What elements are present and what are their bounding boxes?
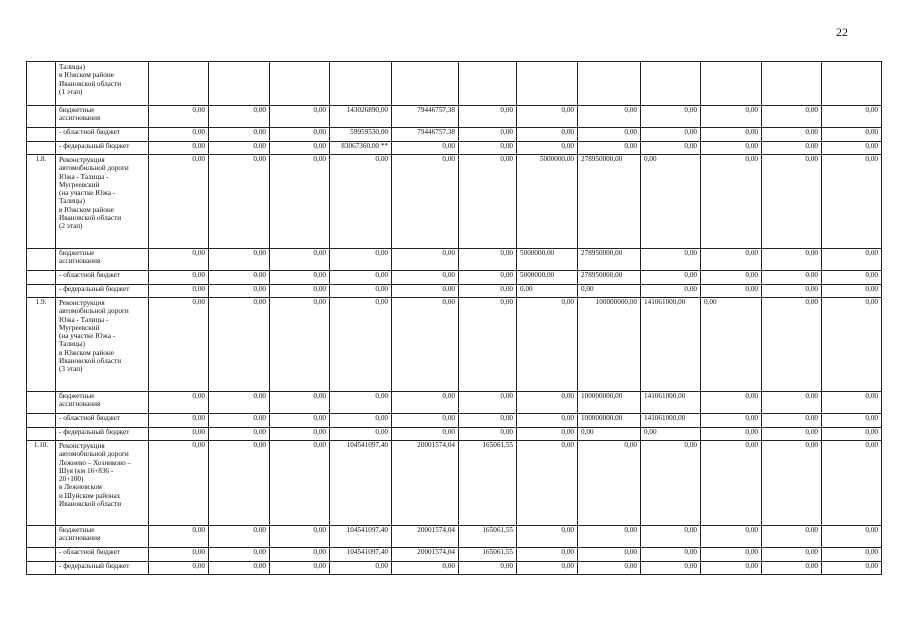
item-name-line: в Южском районе (59, 348, 114, 357)
value-cell: 104541097,40 (330, 526, 392, 548)
item-name-line: (3 этап) (59, 365, 83, 374)
value-cell: 0,00 (701, 142, 762, 155)
value-cell: 0,00 (822, 142, 882, 155)
value-cell: 0,00 (578, 285, 641, 298)
funding-source-label: - федеральный бюджет (56, 285, 149, 298)
value-cell: 0,00 (641, 155, 701, 249)
value-cell: 0,00 (149, 392, 209, 414)
value-cell: 0,00 (459, 142, 517, 155)
value-cell: 0,00 (330, 285, 392, 298)
item-number-empty (27, 106, 56, 128)
value-cell: 0,00 (517, 392, 578, 414)
value-cell: 0,00 (762, 392, 822, 414)
value-cell: 0,00 (209, 298, 270, 392)
item-number-empty (27, 128, 56, 142)
value-cell: 0,00 (701, 128, 762, 142)
funding-row (27, 249, 882, 271)
value-cell: 0,00 (270, 155, 330, 249)
value-cell: 0,00 (641, 562, 701, 575)
value-cell: 0,00 (149, 271, 209, 285)
value-cell: 0,00 (149, 128, 209, 142)
funding-source-label (56, 526, 149, 548)
value-cell: 0,00 (701, 106, 762, 128)
value-cell: 0,00 (459, 428, 517, 441)
value-cell: 0,00 (330, 562, 392, 575)
value-cell: 0,00 (517, 428, 578, 441)
value-cell: 0,00 (578, 128, 641, 142)
value-cell: 0,00 (459, 106, 517, 128)
value-cell: 83067360,00 ** (330, 142, 392, 155)
funding-source-label: - федеральный бюджет (56, 142, 149, 155)
value-cell: 0,00 (330, 298, 392, 392)
value-cell: 0,00 (149, 526, 209, 548)
value-cell: 0,00 (392, 271, 459, 285)
value-cell: 0,00 (270, 526, 330, 548)
item-name-line: Ивановской области (59, 214, 122, 223)
value-cell: 0,00 (209, 285, 270, 298)
value-cell: 0,00 (762, 526, 822, 548)
value-cell: 143026890,00 (330, 106, 392, 128)
value-cell: 0,00 (762, 106, 822, 128)
value-cell: 0,00 (762, 428, 822, 441)
value-cell: 79446757,38 (392, 106, 459, 128)
value-cell (822, 62, 882, 106)
value-cell: 0,00 (270, 271, 330, 285)
value-cell: 165061,55 (459, 441, 517, 526)
item-number-empty (27, 392, 56, 414)
value-cell: 0,00 (270, 548, 330, 562)
value-cell: 0,00 (330, 249, 392, 271)
value-cell (762, 62, 822, 106)
value-cell: 104541097,40 (330, 441, 392, 526)
value-cell: 0,00 (701, 392, 762, 414)
value-cell: 0,00 (209, 271, 270, 285)
value-cell: 0,00 (209, 441, 270, 526)
value-cell: 0,00 (392, 155, 459, 249)
value-cell: 0,00 (330, 271, 392, 285)
value-cell: 0,00 (762, 441, 822, 526)
item-number (27, 62, 56, 106)
value-cell: 0,00 (149, 285, 209, 298)
section-row (27, 62, 882, 106)
section-row (27, 155, 882, 249)
value-cell: 0,00 (459, 249, 517, 271)
value-cell: 0,00 (209, 106, 270, 128)
value-cell: 0,00 (822, 441, 882, 526)
item-name-line: Ивановской области (59, 357, 122, 366)
value-cell: 0,00 (641, 142, 701, 155)
value-cell: 0,00 (270, 562, 330, 575)
value-cell: 0,00 (330, 428, 392, 441)
value-cell: 0,00 (270, 142, 330, 155)
item-name-line: Лежнево – Хозниково – (59, 458, 132, 467)
value-cell: 0,00 (517, 142, 578, 155)
value-cell: 0,00 (762, 298, 822, 392)
funding-source-label (56, 392, 149, 414)
funding-source-label-line: ассигнования (59, 114, 101, 123)
item-number-empty (27, 271, 56, 285)
value-cell: 20001574,04 (392, 548, 459, 562)
value-cell: 0,00 (330, 392, 392, 414)
funding-source-label: - федеральный бюджет (56, 428, 149, 441)
item-name (56, 155, 149, 249)
item-name (56, 62, 149, 106)
value-cell: 0,00 (701, 155, 762, 249)
value-cell: 0,00 (822, 548, 882, 562)
value-cell: 104541097,40 (330, 548, 392, 562)
value-cell: 0,00 (641, 428, 701, 441)
item-name-line: (2 этап) (59, 222, 83, 231)
value-cell: 0,00 (762, 271, 822, 285)
item-number: 1.10. (27, 441, 56, 526)
value-cell: 165061,55 (459, 548, 517, 562)
funding-source-label: - областной бюджет (56, 548, 149, 562)
value-cell: 5000000,00 (517, 155, 578, 249)
value-cell: 100000000,00 (578, 392, 641, 414)
value-cell: 0,00 (392, 562, 459, 575)
value-cell: 0,00 (392, 428, 459, 441)
value-cell: 0,00 (641, 441, 701, 526)
value-cell: 0,00 (822, 526, 882, 548)
item-number-empty (27, 414, 56, 428)
value-cell: 165061,55 (459, 526, 517, 548)
value-cell: 0,00 (517, 106, 578, 128)
value-cell: 0,00 (209, 414, 270, 428)
funding-row (27, 562, 882, 575)
value-cell: 0,00 (822, 128, 882, 142)
item-name-line: Реконструкция (59, 442, 105, 450)
value-cell: 0,00 (701, 526, 762, 548)
item-number-empty (27, 428, 56, 441)
item-name-line: в Лежневском (59, 483, 102, 492)
item-name-line: Шуя (км 16+836 - (59, 466, 114, 475)
value-cell: 0,00 (209, 128, 270, 142)
value-cell: 0,00 (149, 548, 209, 562)
section-row (27, 441, 882, 526)
value-cell: 0,00 (701, 298, 762, 392)
funding-source-label (56, 249, 149, 271)
value-cell (641, 62, 701, 106)
value-cell (517, 62, 578, 106)
funding-source-label (56, 106, 149, 128)
value-cell: 0,00 (641, 249, 701, 271)
value-cell: 20001574,04 (392, 441, 459, 526)
value-cell: 0,00 (701, 548, 762, 562)
item-number: 1.8. (27, 155, 56, 249)
value-cell (209, 62, 270, 106)
funding-row (27, 414, 882, 428)
value-cell: 20001574,04 (392, 526, 459, 548)
value-cell: 278950000,00 (578, 249, 641, 271)
value-cell: 0,00 (641, 526, 701, 548)
value-cell: 59959530,00 (330, 128, 392, 142)
value-cell: 0,00 (270, 249, 330, 271)
item-name-line: автомобильной дороги (59, 164, 129, 173)
budget-table (26, 61, 882, 575)
value-cell: 0,00 (209, 155, 270, 249)
value-cell: 141061000,00 (641, 298, 701, 392)
value-cell: 141061000,00 (641, 414, 701, 428)
value-cell: 0,00 (641, 128, 701, 142)
item-number-empty (27, 249, 56, 271)
value-cell: 0,00 (330, 155, 392, 249)
value-cell: 0,00 (517, 562, 578, 575)
value-cell: 0,00 (762, 414, 822, 428)
item-name-line: Ивановской области (59, 79, 122, 88)
funding-row (27, 271, 882, 285)
value-cell: 0,00 (149, 428, 209, 441)
item-number-empty (27, 142, 56, 155)
value-cell: 0,00 (578, 526, 641, 548)
value-cell: 0,00 (517, 414, 578, 428)
funding-row (27, 142, 882, 155)
value-cell (578, 62, 641, 106)
value-cell: 0,00 (701, 249, 762, 271)
value-cell: 0,00 (822, 271, 882, 285)
value-cell: 0,00 (517, 128, 578, 142)
value-cell: 0,00 (392, 414, 459, 428)
value-cell: 0,00 (270, 414, 330, 428)
value-cell: 0,00 (822, 106, 882, 128)
funding-source-label: - областной бюджет (56, 271, 149, 285)
value-cell (330, 62, 392, 106)
funding-row (27, 548, 882, 562)
value-cell: 0,00 (459, 414, 517, 428)
funding-row (27, 526, 882, 548)
value-cell: 0,00 (330, 414, 392, 428)
value-cell: 0,00 (459, 155, 517, 249)
section-row (27, 298, 882, 392)
value-cell: 278950000,00 (578, 271, 641, 285)
value-cell: 0,00 (209, 428, 270, 441)
item-name-line: автомобильной дороги (59, 450, 129, 459)
value-cell: 0,00 (822, 155, 882, 249)
value-cell: 278950000,00 (578, 155, 641, 249)
funding-source-label-line: бюджетные (59, 392, 95, 400)
value-cell (270, 62, 330, 106)
value-cell: 0,00 (149, 298, 209, 392)
value-cell: 0,00 (578, 106, 641, 128)
value-cell: 0,00 (578, 562, 641, 575)
page-number: 22 (836, 25, 848, 39)
item-name (56, 441, 149, 526)
value-cell: 0,00 (822, 298, 882, 392)
value-cell: 0,00 (459, 271, 517, 285)
item-name-line: Талицы) (59, 197, 85, 206)
value-cell: 0,00 (701, 414, 762, 428)
value-cell: 0,00 (149, 106, 209, 128)
value-cell: 0,00 (149, 155, 209, 249)
item-name-line: Ивановской области (59, 500, 122, 509)
item-name-line: автомобильной дороги (59, 307, 129, 316)
funding-source-label-line: бюджетные (59, 526, 95, 534)
item-name-line: Талицы) (59, 340, 85, 349)
item-name-line: Реконструкция (59, 156, 105, 164)
value-cell: 0,00 (392, 285, 459, 298)
value-cell: 0,00 (209, 526, 270, 548)
item-name (56, 298, 149, 392)
value-cell: 0,00 (459, 285, 517, 298)
value-cell: 100000000,00 (578, 414, 641, 428)
value-cell: 0,00 (270, 128, 330, 142)
value-cell: 0,00 (762, 128, 822, 142)
funding-source-label: - областной бюджет (56, 414, 149, 428)
value-cell: 0,00 (701, 441, 762, 526)
item-name-line: (на участке Южа - (59, 189, 116, 198)
value-cell: 0,00 (459, 392, 517, 414)
value-cell: 0,00 (641, 106, 701, 128)
value-cell: 79446757,38 (392, 128, 459, 142)
item-name-line: 20+100) (59, 475, 84, 484)
value-cell: 0,00 (517, 298, 578, 392)
funding-source-label: - федеральный бюджет (56, 562, 149, 575)
item-name-line: (на участке Южа - (59, 332, 116, 341)
value-cell: 0,00 (392, 298, 459, 392)
value-cell: 0,00 (822, 562, 882, 575)
item-name-line: Мугреевский (59, 180, 100, 189)
item-number: 1.9. (27, 298, 56, 392)
value-cell: 0,00 (762, 155, 822, 249)
funding-source-label-line: ассигнования (59, 400, 101, 409)
funding-source-label-line: ассигнования (59, 257, 101, 266)
funding-row (27, 392, 882, 414)
value-cell: 0,00 (270, 298, 330, 392)
value-cell: 0,00 (822, 285, 882, 298)
value-cell: 0,00 (578, 428, 641, 441)
item-name-line: Южа - Талицы - (59, 315, 109, 324)
item-name-line: в Южском районе (59, 71, 114, 80)
value-cell: 0,00 (392, 392, 459, 414)
value-cell: 0,00 (149, 142, 209, 155)
value-cell: 0,00 (149, 441, 209, 526)
value-cell: 0,00 (641, 548, 701, 562)
value-cell (701, 62, 762, 106)
item-name-line: и Шуйском районах (59, 491, 121, 500)
item-name-line: Талицы) (59, 63, 85, 71)
item-number-empty (27, 285, 56, 298)
funding-row (27, 128, 882, 142)
value-cell: 0,00 (209, 392, 270, 414)
item-name-line: Реконструкция (59, 299, 105, 307)
item-name-line: Мугреевский (59, 323, 100, 332)
value-cell: 0,00 (578, 142, 641, 155)
value-cell: 0,00 (701, 271, 762, 285)
value-cell: 0,00 (762, 548, 822, 562)
value-cell: 0,00 (209, 562, 270, 575)
value-cell: 0,00 (517, 548, 578, 562)
value-cell: 0,00 (641, 285, 701, 298)
value-cell: 0,00 (270, 428, 330, 441)
value-cell: 0,00 (270, 441, 330, 526)
value-cell: 0,00 (822, 249, 882, 271)
funding-row (27, 428, 882, 441)
value-cell: 0,00 (392, 142, 459, 155)
value-cell: 0,00 (517, 526, 578, 548)
funding-source-label-line: ассигнования (59, 534, 101, 543)
value-cell: 0,00 (149, 249, 209, 271)
value-cell: 0,00 (209, 142, 270, 155)
value-cell: 0,00 (762, 285, 822, 298)
item-number-empty (27, 526, 56, 548)
item-name-line: (1 этап) (59, 87, 83, 96)
funding-source-label: - областной бюджет (56, 128, 149, 142)
funding-row (27, 285, 882, 298)
value-cell: 0,00 (578, 441, 641, 526)
value-cell: 0,00 (822, 428, 882, 441)
value-cell: 0,00 (517, 285, 578, 298)
value-cell (149, 62, 209, 106)
value-cell: 0,00 (517, 441, 578, 526)
value-cell: 0,00 (149, 414, 209, 428)
value-cell: 5000000,00 (517, 249, 578, 271)
value-cell: 0,00 (459, 128, 517, 142)
item-name-line: Южа - Талицы - (59, 172, 109, 181)
value-cell: 0,00 (270, 392, 330, 414)
value-cell: 0,00 (701, 562, 762, 575)
value-cell: 0,00 (459, 562, 517, 575)
funding-source-label-line: бюджетные (59, 106, 95, 114)
value-cell: 0,00 (701, 428, 762, 441)
value-cell (459, 62, 517, 106)
value-cell: 0,00 (762, 249, 822, 271)
value-cell: 0,00 (459, 298, 517, 392)
value-cell: 0,00 (149, 562, 209, 575)
value-cell (392, 62, 459, 106)
value-cell: 100000000,00 (578, 298, 641, 392)
value-cell: 141061000,00 (641, 392, 701, 414)
funding-source-label-line: бюджетные (59, 249, 95, 257)
value-cell: 0,00 (578, 548, 641, 562)
value-cell: 0,00 (270, 285, 330, 298)
item-number-empty (27, 562, 56, 575)
item-number-empty (27, 548, 56, 562)
value-cell: 0,00 (822, 414, 882, 428)
value-cell: 0,00 (762, 562, 822, 575)
value-cell: 0,00 (701, 285, 762, 298)
value-cell: 0,00 (822, 392, 882, 414)
value-cell: 0,00 (641, 271, 701, 285)
funding-row (27, 106, 882, 128)
value-cell: 5000000,00 (517, 271, 578, 285)
value-cell: 0,00 (209, 548, 270, 562)
value-cell: 0,00 (209, 249, 270, 271)
item-name-line: в Южском районе (59, 205, 114, 214)
value-cell: 0,00 (762, 142, 822, 155)
value-cell: 0,00 (392, 249, 459, 271)
value-cell: 0,00 (270, 106, 330, 128)
